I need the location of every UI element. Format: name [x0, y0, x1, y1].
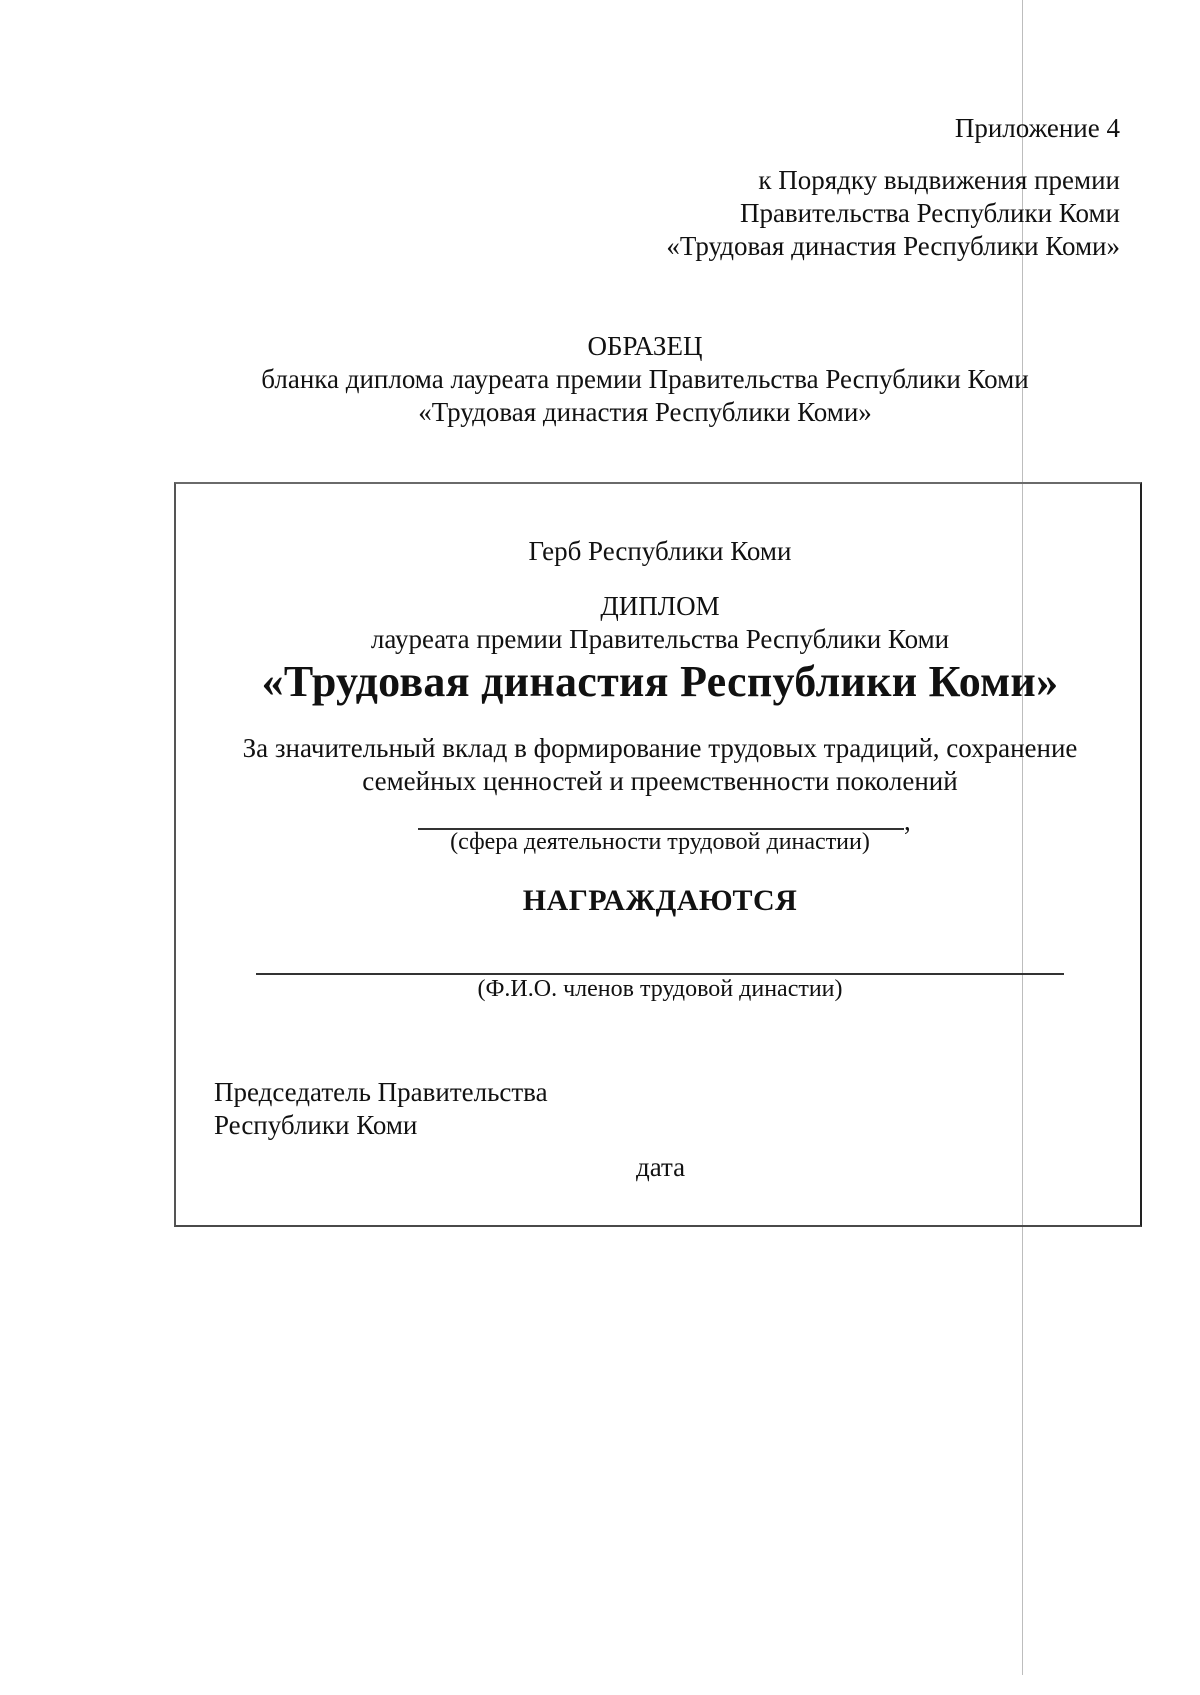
merit-text-line: За значительный вклад в формирование трудовых традиций, сохранение	[242, 733, 1078, 763]
appendix-block	[666, 112, 1120, 263]
diploma-heading: ДИПЛОМ	[600, 591, 720, 621]
merit-text-line: семейных ценностей и преемственности поколений	[362, 766, 958, 796]
sample-title: ОБРАЗЕЦ	[587, 331, 703, 361]
chairman-signature-block	[214, 1076, 548, 1142]
appendix-number: Приложение 4	[954, 113, 1120, 143]
activity-field-caption: (сфера деятельности трудовой династии)	[450, 829, 870, 855]
appendix-line: «Трудовая династия Республики Коми»	[666, 231, 1120, 261]
appendix-line: Правительства Республики Коми	[739, 198, 1120, 228]
sample-subtitle-line: «Трудовая династия Республики Коми»	[418, 397, 872, 427]
date-label: дата	[636, 1152, 686, 1182]
names-caption: (Ф.И.О. членов трудовой династии)	[477, 976, 843, 1002]
sample-header	[0, 330, 1200, 429]
chairman-line: Председатель Правительства	[214, 1077, 548, 1107]
sample-subtitle-line: бланка диплома лауреата премии Правительства Республики Коми	[261, 364, 1029, 394]
awarded-heading: НАГРАЖДАЮТСЯ	[522, 884, 798, 917]
coat-of-arms-placeholder: Герб Республики Коми	[528, 536, 792, 566]
chairman-line: Республики Коми	[214, 1110, 418, 1140]
laureate-line: лауреата премии Правительства Республики Коми	[370, 624, 950, 654]
appendix-line: к Порядку выдвижения премии	[758, 165, 1120, 195]
names-blank-line	[256, 973, 1064, 975]
diploma-form-frame	[174, 482, 1142, 1227]
activity-field-comma: ,	[904, 806, 911, 836]
award-title: «Трудовая династия Республики Коми»	[261, 657, 1059, 706]
